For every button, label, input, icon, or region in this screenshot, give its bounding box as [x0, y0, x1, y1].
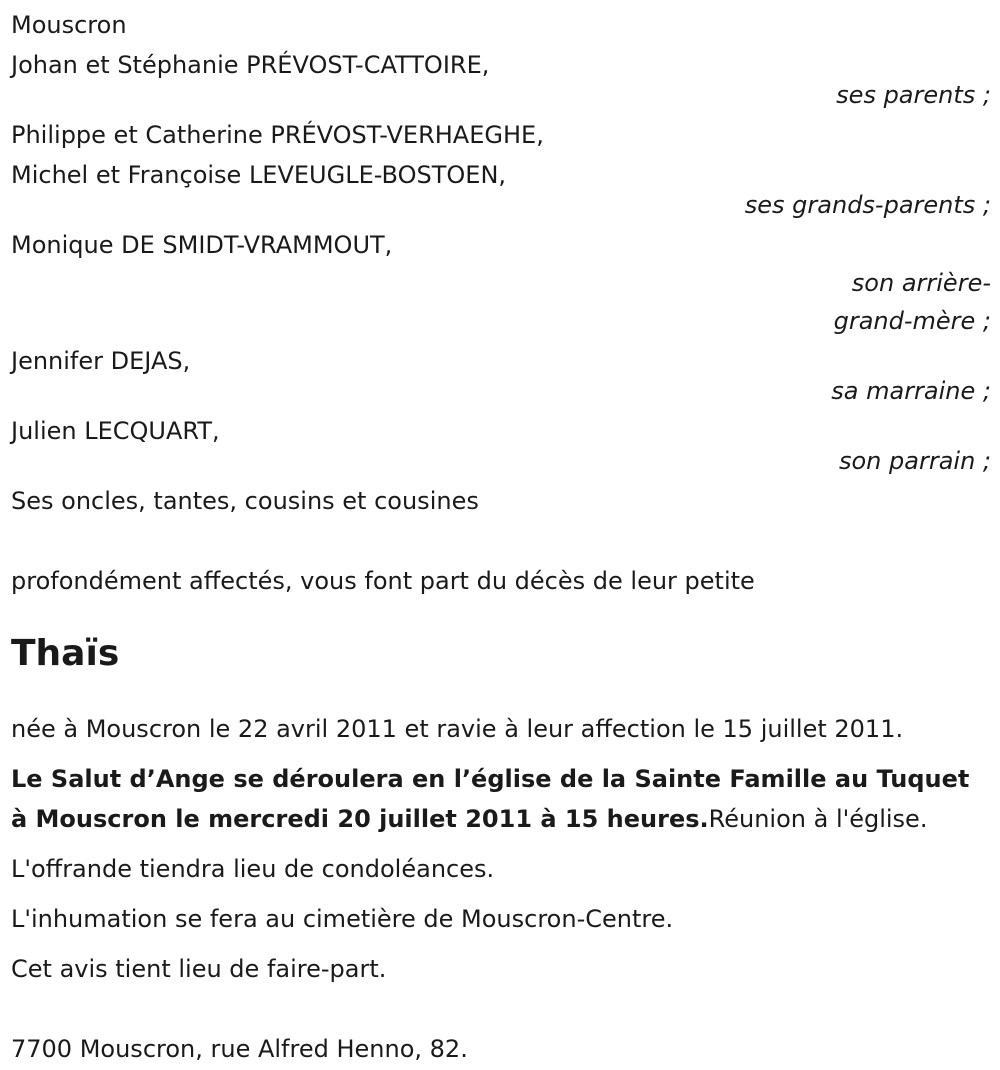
ceremony-line-2 [11, 804, 991, 834]
ceremony-line: Le Salut d’Ange se déroulera en l’église de la Sainte Famille au Tuquet [11, 765, 970, 793]
announcement: profondément affectés, vous font part du décès de leur petite [11, 567, 755, 595]
address: 7700 Mouscron, rue Alfred Henno, 82. [11, 1035, 468, 1063]
family-role: son arrière- [851, 269, 991, 297]
family-grandparents [11, 120, 991, 220]
ceremony-reunion: Réunion à l'église. [708, 805, 928, 833]
ceremony-date: à Mouscron le mercredi 20 juillet 2011 à 15 heures. [11, 805, 709, 833]
family-name: Johan et Stéphanie PRÉVOST-CATTOIRE, [11, 51, 490, 79]
family-name: Philippe et Catherine PRÉVOST-VERHAEGHE, [11, 121, 544, 149]
family-parents [11, 50, 991, 110]
family-godfather [11, 416, 991, 476]
offering: L'offrande tiendra lieu de condoléances. [11, 855, 495, 883]
family-name: Monique DE SMIDT-VRAMMOUT, [11, 231, 393, 259]
family-role: sa marraine ; [831, 377, 991, 405]
family-role: ses grands-parents ; [744, 191, 991, 219]
family-role: son parrain ; [838, 447, 991, 475]
birth-death: née à Mouscron le 22 avril 2011 et ravie à leur affection le 15 juillet 2011. [11, 715, 904, 743]
family-great-grandmother [11, 230, 991, 336]
family-role: ses parents ; [836, 81, 991, 109]
family-godmother [11, 346, 991, 406]
ceremony [11, 764, 991, 834]
notice: Cet avis tient lieu de faire-part. [11, 955, 387, 983]
family-name: Jennifer DEJAS, [11, 347, 191, 375]
family-role: grand-mère ; [833, 307, 991, 335]
deceased-name: Thaïs [11, 633, 120, 674]
extended-family: Ses oncles, tantes, cousins et cousines [11, 487, 479, 515]
location: Mouscron [11, 11, 127, 39]
burial: L'inhumation se fera au cimetière de Mouscron-Centre. [11, 905, 674, 933]
family-name: Michel et Françoise LEVEUGLE-BOSTOEN, [11, 161, 507, 189]
family-name: Julien LECQUART, [11, 417, 220, 445]
obituary-notice [11, 10, 991, 1064]
